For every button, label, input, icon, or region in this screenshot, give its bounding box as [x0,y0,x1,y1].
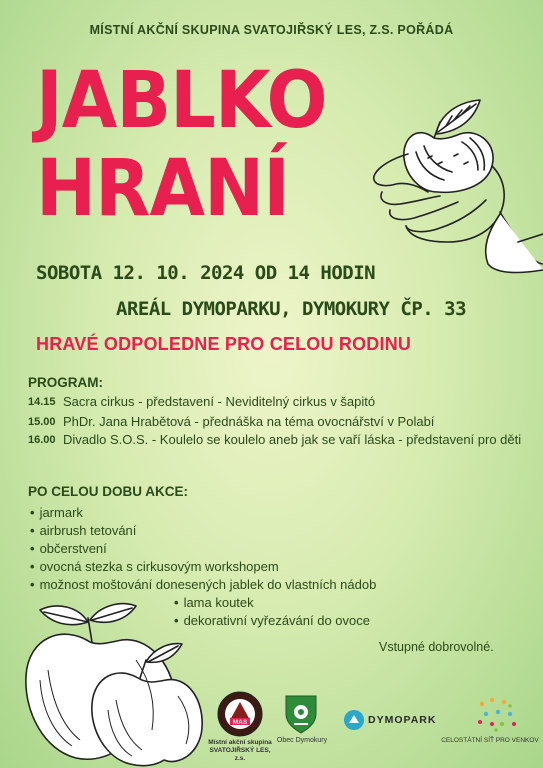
mas-caption-line1: Místní akční skupina [208,739,272,746]
program-item [28,413,533,430]
program-item [28,393,533,410]
all-day-heading: PO CELOU DOBU AKCE: [28,484,189,499]
entry-note: Vstupné dobrovolné. [379,640,494,654]
date-line: SOBOTA 12. 10. 2024 OD 14 HODIN [36,262,376,284]
obec-caption: Obec Dymokury [276,737,328,744]
program-time: 14.15 [28,396,56,408]
obec-dymokury-crest [284,694,318,734]
bullet: • [174,613,179,628]
list-item-text: občerstvení [39,541,107,556]
program-time: 15.00 [28,416,56,428]
program-time: 16.00 [28,434,56,446]
bullet: • [30,541,35,556]
list-item-text: jarmark [39,505,83,520]
list-item-text: dekorativní vyřezávání do ovoce [183,613,370,628]
hand-apple-illustration [368,92,543,277]
place-line: AREÁL DYMOPARKU, DYMOKURY ČP. 33 [116,298,467,320]
apples-illustration [18,600,208,768]
title-line-1: JABLKO [36,56,327,146]
mas-badge: MAS [232,719,248,726]
list-item [30,505,83,520]
list-item [30,523,136,538]
list-item-text: lama koutek [183,595,254,610]
program-text: Divadlo S.O.S. - Koulelo se koulelo aneb jak se vaří láska - představení pro děti [63,432,522,447]
bullet: • [30,559,35,574]
mas-caption [208,739,272,763]
bullet: • [30,523,35,538]
bullet: • [30,505,35,520]
mas-logo [216,690,264,738]
dymopark-label: DYMOPARK [368,714,437,726]
bullet: • [174,595,179,610]
list-item-text: airbrush tetování [39,523,137,538]
list-item-text: ovocná stezka s cirkusovým workshopem [39,559,279,574]
tagline: HRAVÉ ODPOLEDNE PRO CELOU RODINU [36,334,412,354]
bullet: • [30,577,35,592]
csv-logo [474,694,520,734]
program-item [28,431,533,448]
list-item-text: možnost moštování donesených jablek do vlastních nádob [39,577,377,592]
title-line-2: HRANÍ [36,144,290,234]
program-heading: PROGRAM: [28,375,103,390]
mas-caption-line2: SVATOJIŘSKÝ LES, z.s. [209,747,271,762]
list-item [30,541,107,556]
list-item [30,577,376,592]
dymopark-icon [343,709,365,731]
program-text: Sacra cirkus - představení - Neviditelný cirkus v šapitó [63,394,376,409]
organizer-line: MÍSTNÍ AKČNÍ SKUPINA SVATOJIŘSKÝ LES, Z.S. POŘÁDÁ [89,23,454,37]
list-item [30,559,279,574]
program-text: PhDr. Jana Hrabětová - přednáška na téma ovocnářství v Polabí [63,414,435,429]
csv-caption: CELOSTÁTNÍ SÍŤ PRO VENKOV [441,737,539,744]
